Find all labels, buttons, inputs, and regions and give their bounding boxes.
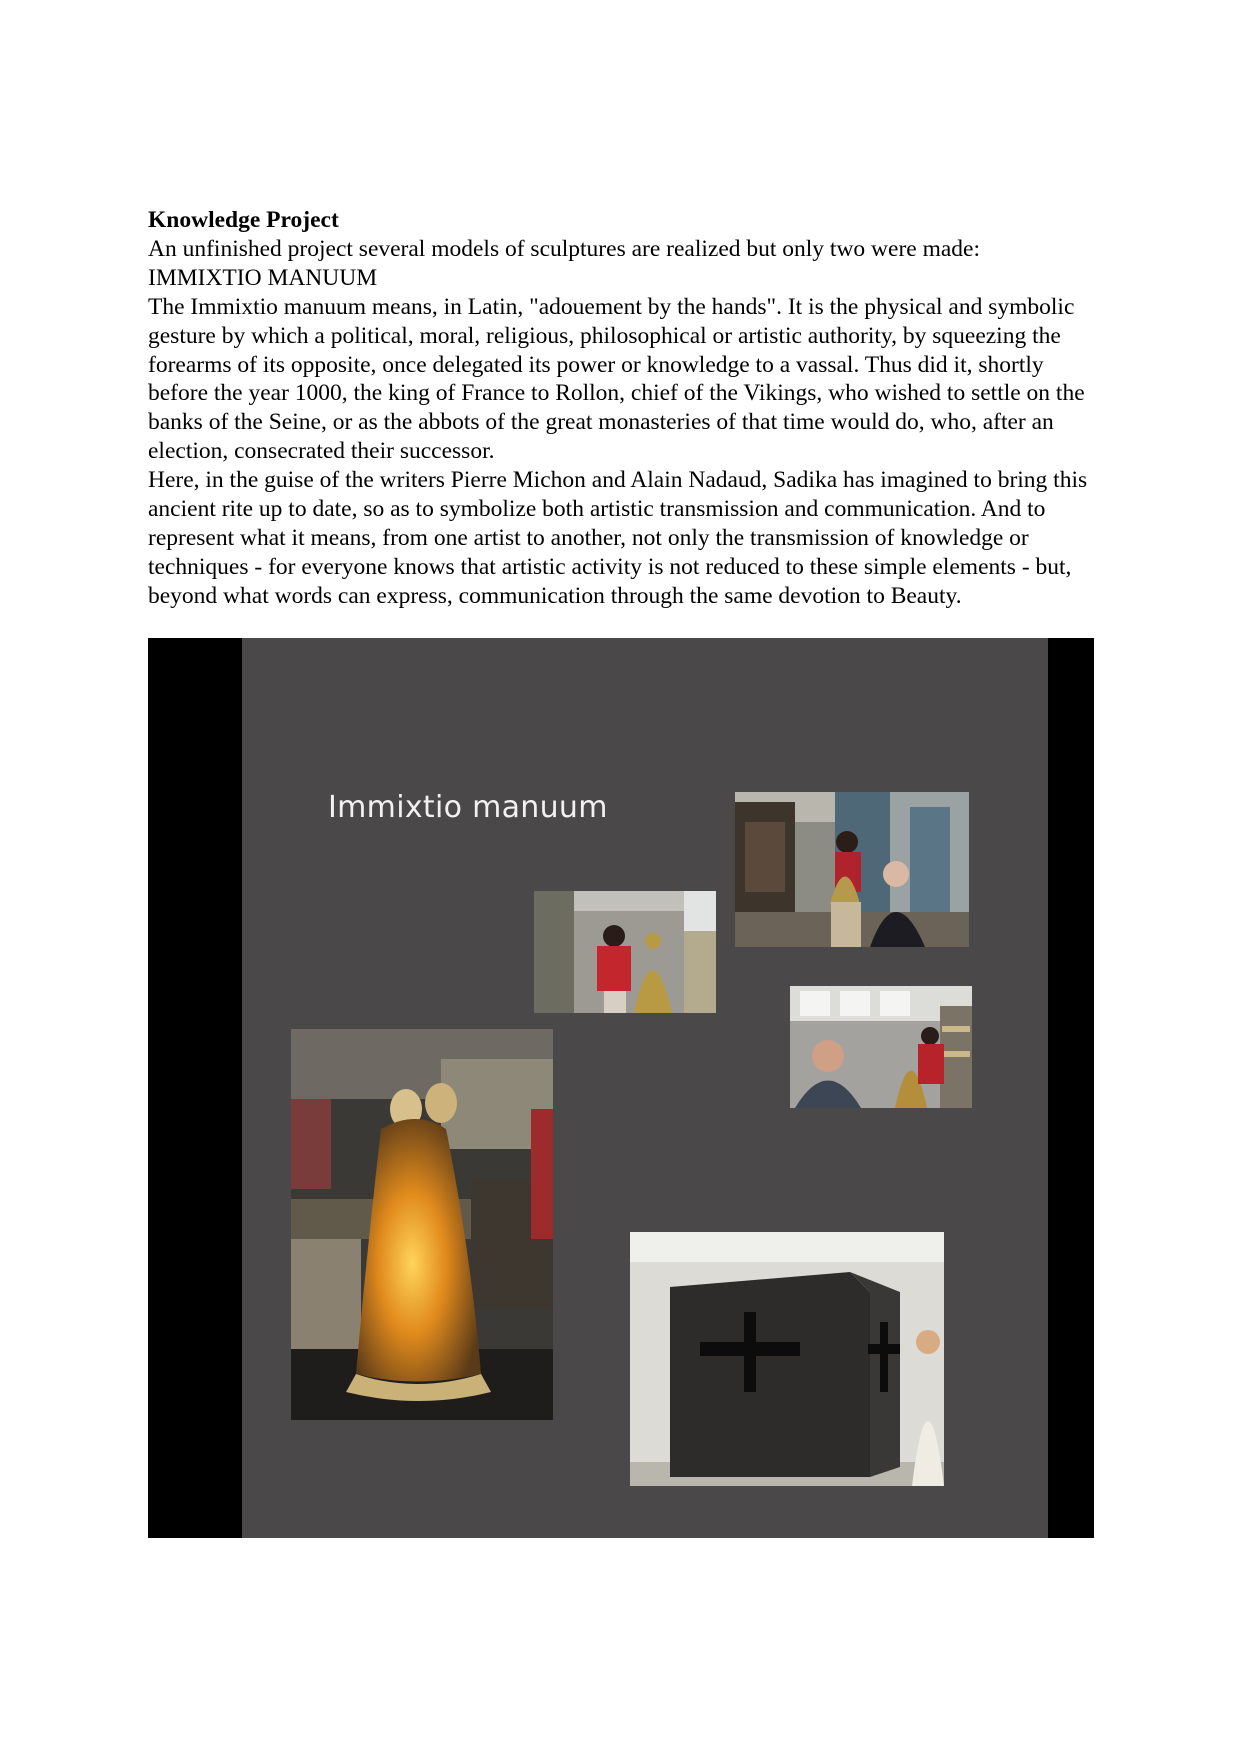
definition-paragraph: The Immixtio manuum means, in Latin, "adouement by the hands". It is the physical and symbolic gesture by which a political, moral, religious, philosophical or artistic authority, by squeezing the forearms of its opposite, once delegated its power or knowledge to a vassal. Thus did it, shortly before the year 1000, the king of France to Rollon, chief of the Vikings, who wished to settle on the banks of the Seine, or as the abbots of the great monasteries of that time would do, who, after an election, consecrated their successor. xyxy=(148,293,1085,465)
photo-writer-and-artist xyxy=(790,986,972,1108)
slide-figure xyxy=(148,638,1094,1538)
section-heading: IMMIXTIO MANUUM xyxy=(148,264,378,291)
document-title: Knowledge Project xyxy=(148,207,339,233)
photo-illuminated-sculpture xyxy=(291,1029,553,1420)
document-text xyxy=(148,206,1108,611)
photo-artist-sculpting xyxy=(534,891,716,1013)
slide-title: Immixtio manuum xyxy=(328,790,608,825)
slide-panel xyxy=(242,638,1048,1538)
description-paragraph: Here, in the guise of the writers Pierre Michon and Alain Nadaud, Sadika has imagined to bring this ancient rite up to date, so as to symbolize both artistic transmission and communication. And to represent what it means, from one artist to another, not only the transmission of knowledge or techniques - for everyone knows that artistic activity is not reduced to these simple elements - but, beyond what words can express, communication through the same devotion to Beauty. xyxy=(148,467,1088,609)
photo-black-cube xyxy=(630,1232,944,1486)
intro-paragraph: An unfinished project several models of sculptures are realized but only two were made: xyxy=(148,235,981,262)
photo-studio-kiln xyxy=(735,792,969,947)
